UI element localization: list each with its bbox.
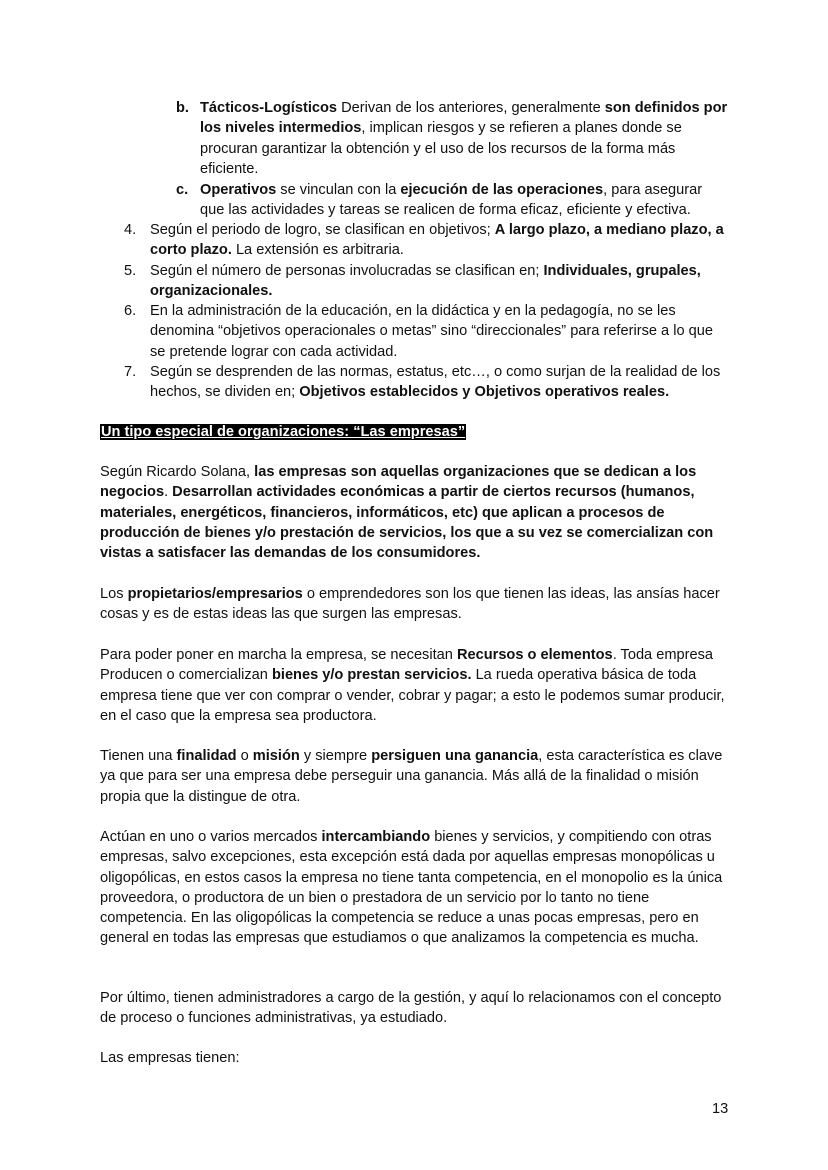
bold-text: Operativos <box>200 182 277 198</box>
text-run: Según se desprenden de las normas, estatus, etc…, o como surjan de la realidad de los hechos, se dividen en; <box>150 364 721 401</box>
list-item-text <box>200 98 730 179</box>
text-run: Según Ricardo Solana, <box>100 464 255 480</box>
list-item-text <box>200 180 730 221</box>
text-run: , implican riesgos y se refieren a planes donde se procuran garantizar la obtención y el uso de los recursos de la forma más eficiente. <box>200 120 682 177</box>
page-number: 13 <box>712 1101 729 1117</box>
text-run: Tienen una <box>100 748 177 764</box>
paragraph <box>100 746 732 807</box>
text-run: Las empresas tienen: <box>100 1050 240 1066</box>
bold-text: propietarios/empresarios <box>127 586 303 602</box>
bold-text: Desarrollan actividades económicas a partir de ciertos recursos (humanos, materiales, energéticos, financieros, informáticos, etc) que aplican a procesos de producción de bienes y/o prestación de servicios, los que a su vez se comercializan con vistas a satisfacer las demandas de los consumidores. <box>100 484 714 562</box>
text-run: Para poder poner en marcha la empresa, se necesitan <box>100 647 457 663</box>
bold-text: ejecución de las operaciones <box>400 182 604 198</box>
text-run: , esta característica es clave ya que para ser una empresa debe perseguir una ganancia. Más allá de la finalidad o misión propia que la distingue de otra. <box>100 748 723 805</box>
bold-text: persiguen una ganancia <box>371 748 539 764</box>
text-run: Según el número de personas involucradas se clasifican en; <box>150 263 544 279</box>
text-run: . Toda empresa Producen o comercializan <box>100 647 714 684</box>
text-run: En la administración de la educación, en la didáctica y en la pedagogía, no se les denomina “objetivos operacionales o metas” sino “direccionales” para referirse a lo que se pretende lograr con cada actividad. <box>150 303 713 360</box>
text-run: o emprendedores son los que tienen las ideas, las ansías hacer cosas y es de estas ideas las que surgen las empresas. <box>100 586 720 623</box>
bold-text: Individuales, grupales, organizacionales. <box>150 263 701 300</box>
bold-text: finalidad <box>176 748 237 764</box>
paragraph <box>100 988 732 1029</box>
list-marker: 6. <box>124 303 137 319</box>
bold-text: A largo plazo, a mediano plazo, a corto plazo. <box>150 222 724 259</box>
text-run: Derivan de los anteriores, generalmente <box>337 100 605 116</box>
text-run: La rueda operativa básica de toda empresa tiene que ver con comprar o vender, cobrar y pagar; a esto le podemos sumar producir, en el caso que la empresa sea productora. <box>100 667 725 724</box>
text-run: bienes y servicios, y compitiendo con otras empresas, salvo excepciones, esta excepción está dada por aquellas empresas monopólicas u oligopólicas, en estos casos la empresa no tiene tanta competencia, en el monopolio es la única proveedora, o productora de un bien o prestadora de un servicio por lo tanto no tiene competencia. En las oligopólicas la competencia se reduce a unas pocas empresas, pero en general en todas las empresas que estudiamos o que analizamos la competencia es mucha. <box>100 829 723 947</box>
bold-text: las empresas son aquellas organizaciones que se dedican a los negocios <box>100 464 697 501</box>
text-run: Según el periodo de logro, se clasifican en objetivos; <box>150 222 495 238</box>
list-item-text <box>150 220 730 261</box>
list-marker: 4. <box>124 222 137 238</box>
text-run: se vinculan con la <box>276 182 401 198</box>
bold-text: Recursos o elementos <box>456 647 613 663</box>
section-heading: Un tipo especial de organizaciones: “Las empresas” <box>101 424 466 440</box>
list-item-text <box>150 301 730 362</box>
text-run: Los <box>100 586 128 602</box>
paragraph <box>100 1048 732 1068</box>
list-marker: 7. <box>124 364 137 380</box>
text-run: , para asegurar que las actividades y tareas se realicen de forma eficaz, eficiente y efectiva. <box>200 182 703 219</box>
text-run: y siempre <box>299 748 372 764</box>
list-item-text <box>150 261 735 302</box>
text-run: Por último, tienen administradores a cargo de la gestión, y aquí lo relacionamos con el concepto de proceso o funciones administrativas, ya estudiado. <box>100 990 722 1027</box>
text-run: La extensión es arbitraria. <box>231 242 404 259</box>
bold-text: misión <box>252 748 300 764</box>
bold-text: intercambiando <box>321 829 431 845</box>
paragraph <box>100 462 732 563</box>
paragraph <box>100 645 732 726</box>
text-run: o <box>236 748 253 764</box>
bold-text: Objetivos establecidos y Objetivos operativos reales. <box>299 384 670 401</box>
list-marker: c. <box>176 182 189 198</box>
section-heading-block <box>100 422 466 442</box>
paragraph <box>100 584 732 625</box>
text-run: . <box>164 484 173 501</box>
bold-text: Tácticos-Logísticos <box>200 100 338 116</box>
paragraph <box>100 827 732 949</box>
list-item-text <box>150 362 730 403</box>
bold-text: bienes y/o prestan servicios. <box>271 667 472 684</box>
text-run: Actúan en uno o varios mercados <box>100 829 322 845</box>
list-marker: 5. <box>124 263 137 279</box>
list-marker: b. <box>176 100 189 116</box>
bold-text: son definidos por los niveles intermedios <box>200 100 728 137</box>
